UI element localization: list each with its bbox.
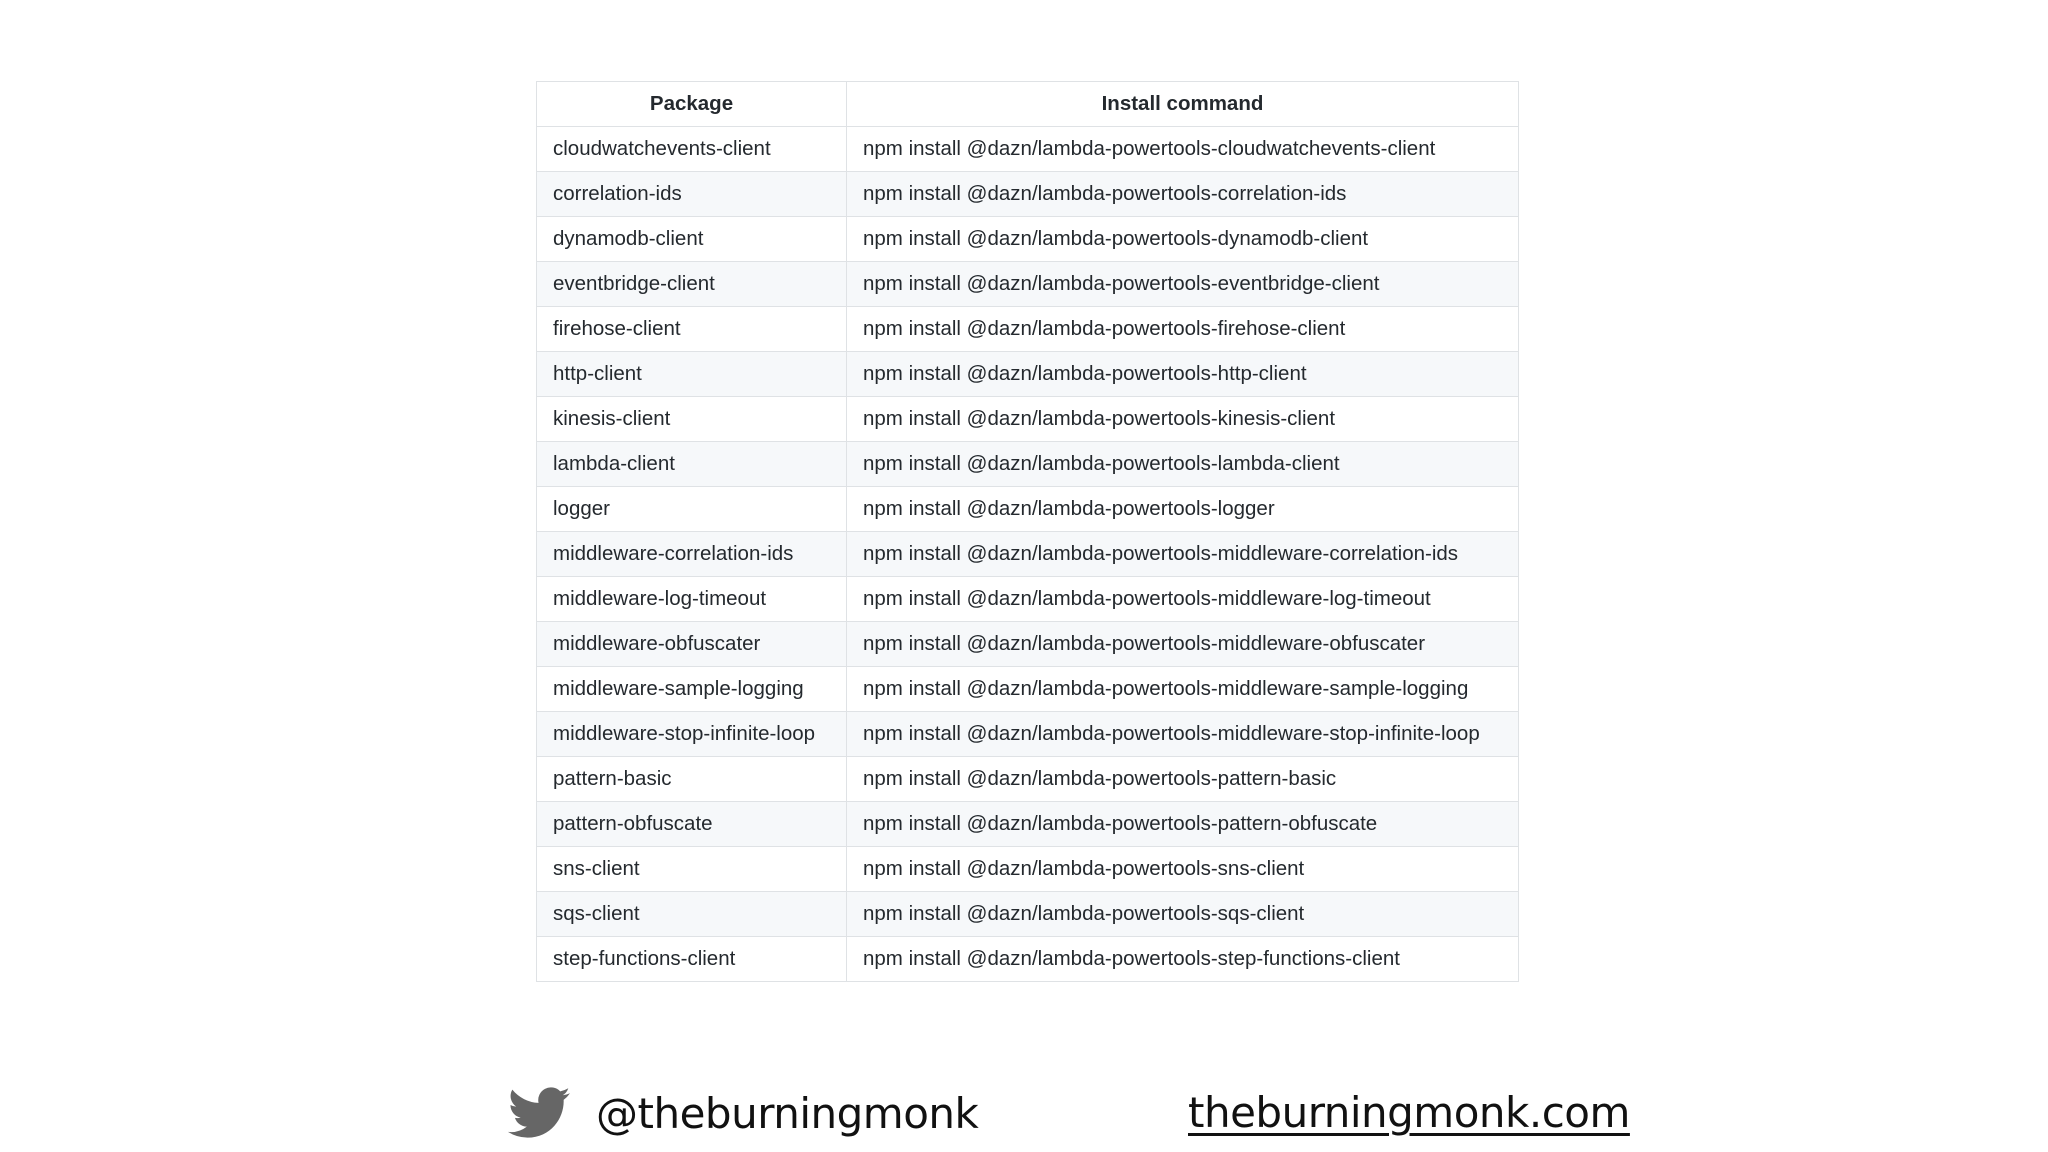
install-command-cell: npm install @dazn/lambda-powertools-middleware-correlation-ids — [847, 532, 1519, 577]
package-name-cell: correlation-ids — [537, 172, 847, 217]
table-row — [537, 847, 1519, 892]
install-command-cell: npm install @dazn/lambda-powertools-pattern-basic — [847, 757, 1519, 802]
install-command-cell: npm install @dazn/lambda-powertools-sqs-client — [847, 892, 1519, 937]
table-row — [537, 217, 1519, 262]
package-name-cell: lambda-client — [537, 442, 847, 487]
package-name-cell: eventbridge-client — [537, 262, 847, 307]
install-command-cell: npm install @dazn/lambda-powertools-middleware-stop-infinite-loop — [847, 712, 1519, 757]
install-command-cell: npm install @dazn/lambda-powertools-step-functions-client — [847, 937, 1519, 982]
package-name-cell: middleware-correlation-ids — [537, 532, 847, 577]
install-command-cell: npm install @dazn/lambda-powertools-middleware-log-timeout — [847, 577, 1519, 622]
package-name-cell: firehose-client — [537, 307, 847, 352]
package-name-cell: step-functions-client — [537, 937, 847, 982]
package-name-cell: sns-client — [537, 847, 847, 892]
package-name-cell: pattern-obfuscate — [537, 802, 847, 847]
table-row — [537, 757, 1519, 802]
table-row — [537, 892, 1519, 937]
install-command-cell: npm install @dazn/lambda-powertools-logger — [847, 487, 1519, 532]
packages-table — [536, 81, 1519, 982]
install-command-cell: npm install @dazn/lambda-powertools-kinesis-client — [847, 397, 1519, 442]
package-name-cell: kinesis-client — [537, 397, 847, 442]
twitter-handle[interactable]: @theburningmonk — [596, 1088, 979, 1138]
package-name-cell: middleware-obfuscater — [537, 622, 847, 667]
table-row — [537, 127, 1519, 172]
table-row — [537, 307, 1519, 352]
table-row — [537, 262, 1519, 307]
column-header-package: Package — [537, 82, 847, 127]
package-name-cell: pattern-basic — [537, 757, 847, 802]
column-header-install-command: Install command — [847, 82, 1519, 127]
install-command-cell: npm install @dazn/lambda-powertools-middleware-sample-logging — [847, 667, 1519, 712]
package-name-cell: sqs-client — [537, 892, 847, 937]
table-row — [537, 172, 1519, 217]
table-row — [537, 442, 1519, 487]
install-command-cell: npm install @dazn/lambda-powertools-correlation-ids — [847, 172, 1519, 217]
table-row — [537, 352, 1519, 397]
table-row — [537, 622, 1519, 667]
install-command-cell: npm install @dazn/lambda-powertools-sns-client — [847, 847, 1519, 892]
twitter-bird-icon — [508, 1086, 570, 1140]
twitter-handle-block — [508, 1082, 978, 1144]
install-command-cell: npm install @dazn/lambda-powertools-middleware-obfuscater — [847, 622, 1519, 667]
table-row — [537, 937, 1519, 982]
install-command-cell: npm install @dazn/lambda-powertools-lambda-client — [847, 442, 1519, 487]
package-name-cell: middleware-stop-infinite-loop — [537, 712, 847, 757]
table-row — [537, 577, 1519, 622]
table-row — [537, 712, 1519, 757]
table-row — [537, 397, 1519, 442]
table-row — [537, 802, 1519, 847]
install-command-cell: npm install @dazn/lambda-powertools-cloudwatchevents-client — [847, 127, 1519, 172]
install-command-cell: npm install @dazn/lambda-powertools-http-client — [847, 352, 1519, 397]
table-row — [537, 487, 1519, 532]
install-command-cell: npm install @dazn/lambda-powertools-dynamodb-client — [847, 217, 1519, 262]
install-command-cell: npm install @dazn/lambda-powertools-firehose-client — [847, 307, 1519, 352]
table-row — [537, 532, 1519, 577]
install-command-cell: npm install @dazn/lambda-powertools-eventbridge-client — [847, 262, 1519, 307]
package-name-cell: middleware-sample-logging — [537, 667, 847, 712]
website-link[interactable]: theburningmonk.com — [1188, 1088, 1630, 1137]
package-name-cell: cloudwatchevents-client — [537, 127, 847, 172]
package-name-cell: dynamodb-client — [537, 217, 847, 262]
table-row — [537, 667, 1519, 712]
table-header-row — [537, 82, 1519, 127]
package-name-cell: logger — [537, 487, 847, 532]
package-name-cell: middleware-log-timeout — [537, 577, 847, 622]
install-command-cell: npm install @dazn/lambda-powertools-pattern-obfuscate — [847, 802, 1519, 847]
table-body — [537, 127, 1519, 982]
package-name-cell: http-client — [537, 352, 847, 397]
